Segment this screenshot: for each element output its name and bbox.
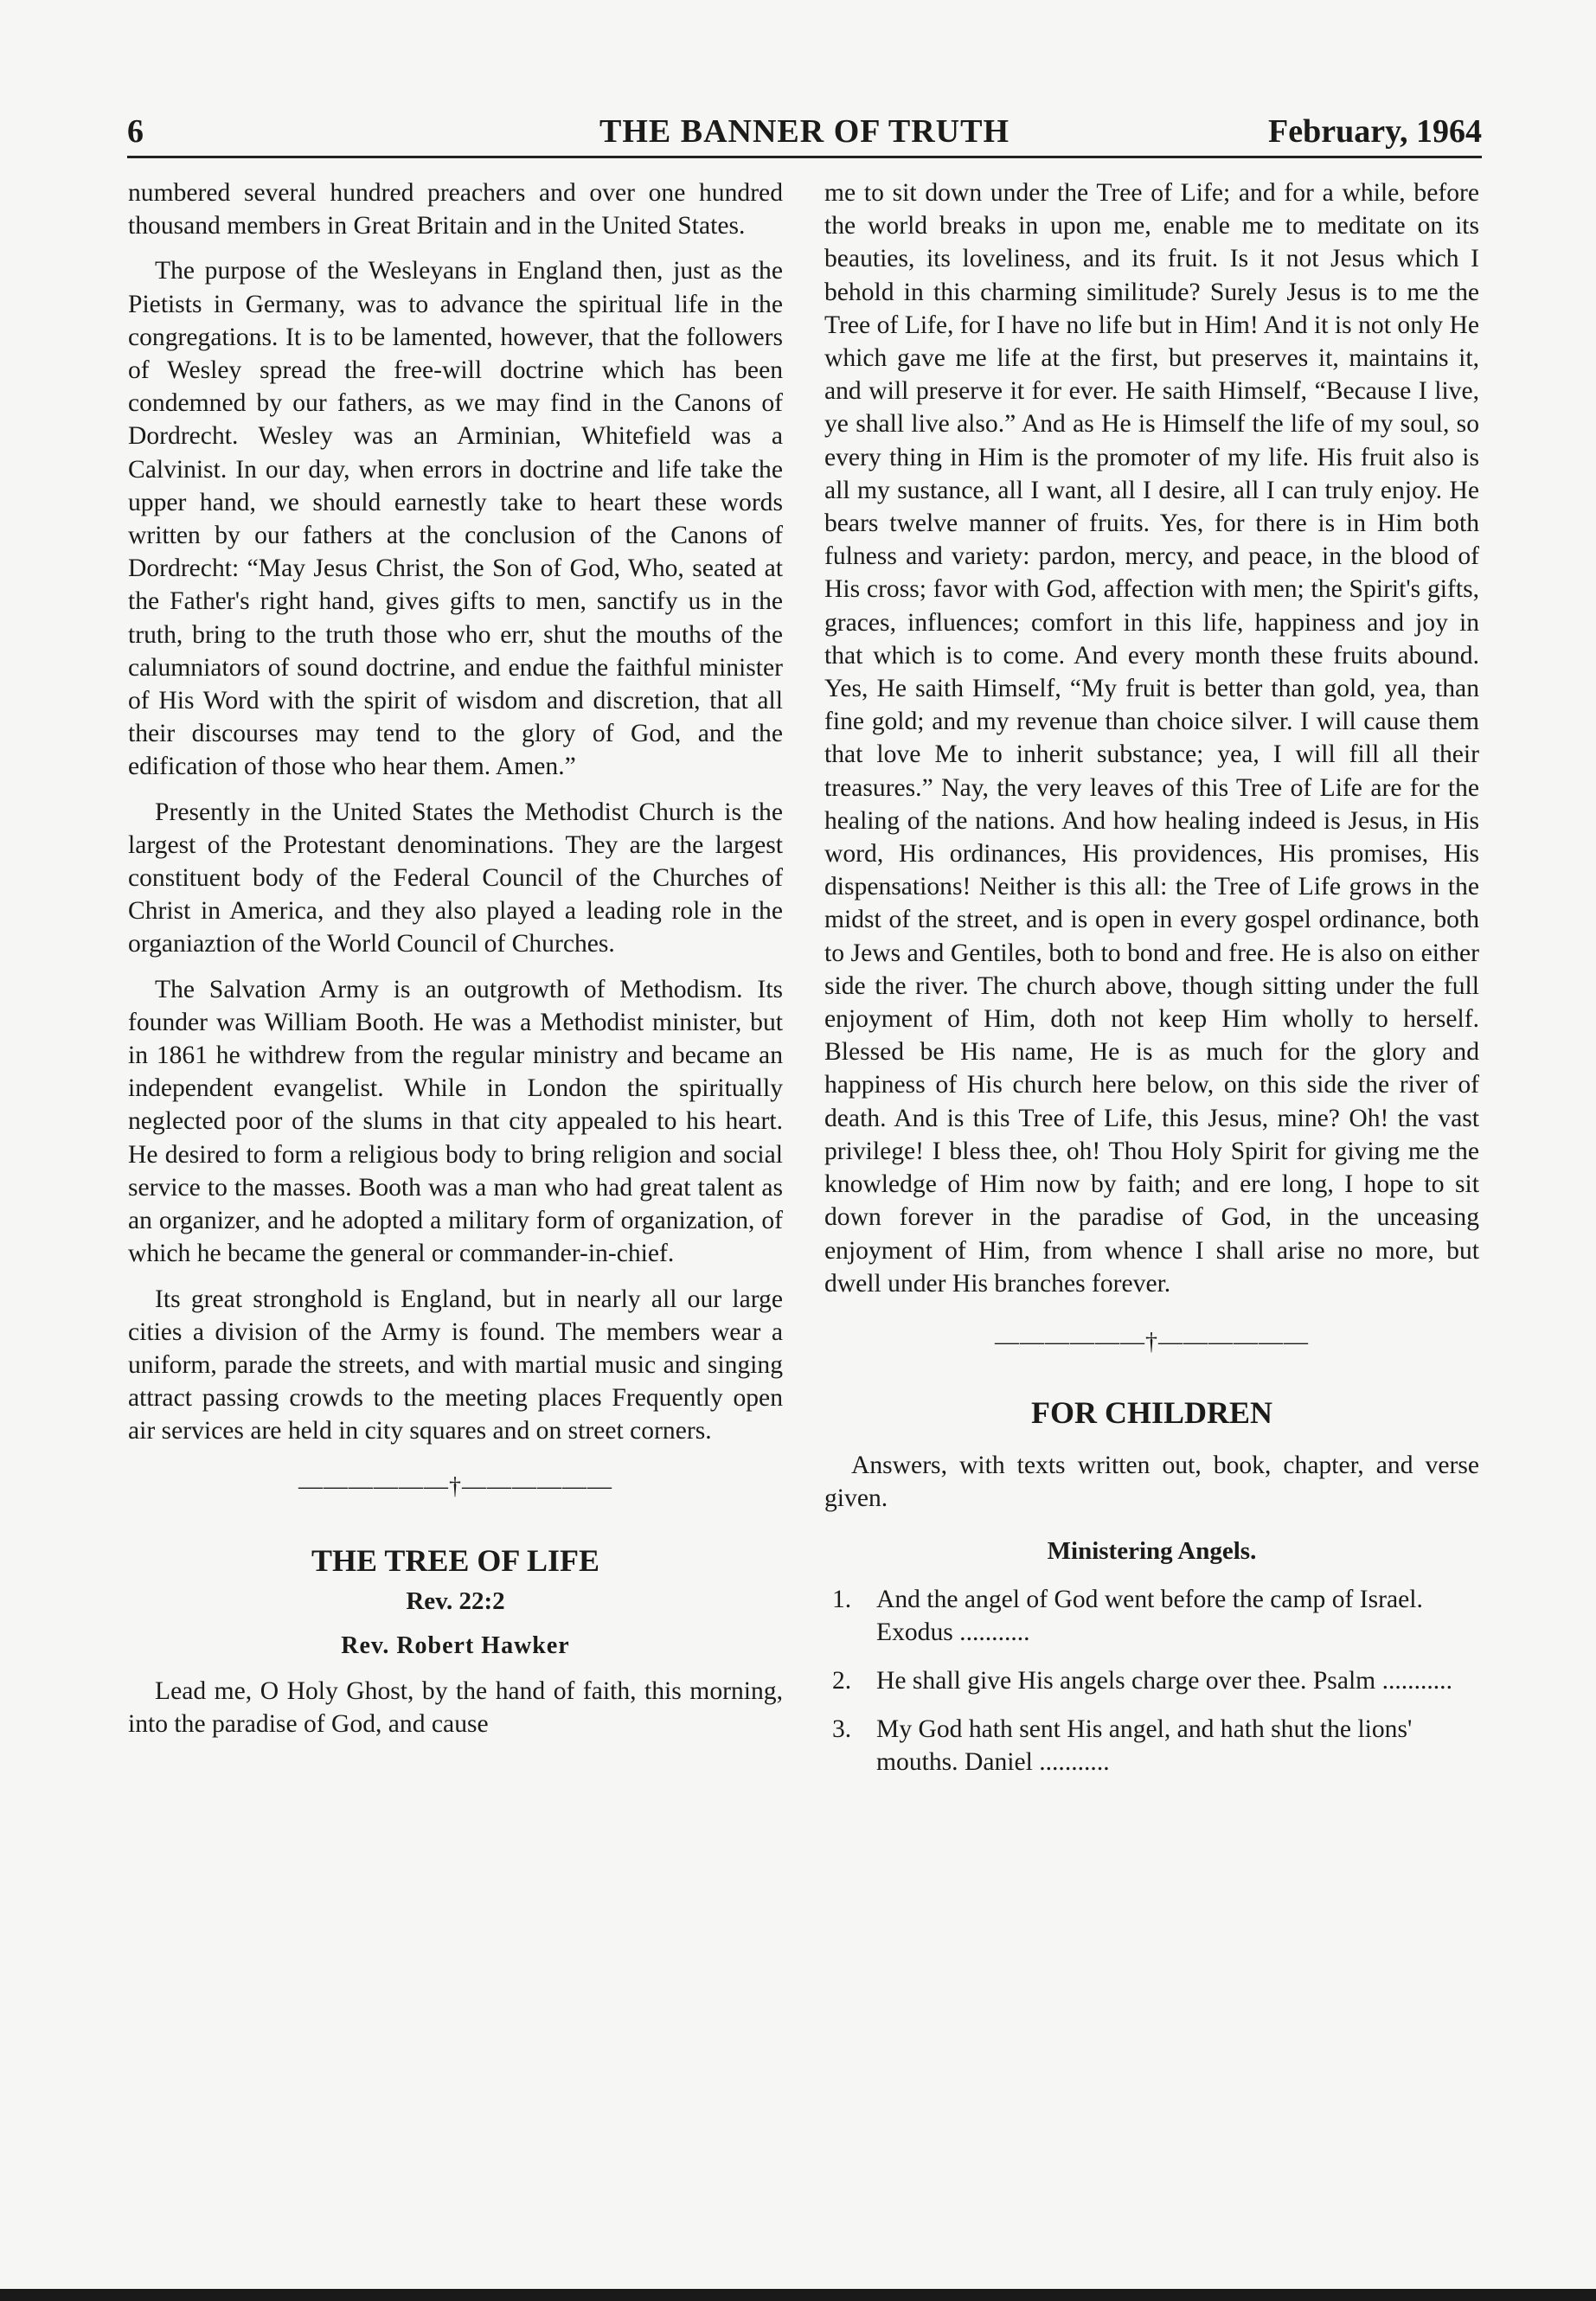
list-item [824, 1664, 1479, 1697]
section-divider: ——————†—————— [995, 1328, 1309, 1356]
section-divider: ——————†—————— [298, 1472, 612, 1500]
question-text: My God hath sent His angel, and hath shut the lions' mouths. Daniel ........... [876, 1715, 1413, 1777]
list-item [824, 1713, 1479, 1779]
question-number: 1. [832, 1585, 852, 1613]
paragraph: The purpose of the Wesleyans in England then, just as the Pietists in Germany, was to advance the spiritual life in the congregations. It is to be lamented, however, that the followers of Wesley spread the free-will doctrine which has been condemned by our fathers, as we may find in the Canons of Dordrecht. Wesley was an Arminian, Whitefield was a Calvinist. In our day, when errors in doctrine and life take the upper hand, we should earnestly take to heart these words written by our fathers at the conclusion of the Canons of Dordrecht: “May Jesus Christ, the Son of God, Who, seated at the Father's right hand, gives gifts to men, sanctify us in the truth, bring to the truth those who err, shut the mouths of the calumniators of sound doctrine, and endue the faithful minister of His Word with the spirit of wisdom and discretion, that all their discourses may tend to the glory of God, and the edification of those who hear them. Amen.” [128, 257, 783, 781]
question-text: He shall give His angels charge over thee. Psalm ........... [876, 1666, 1452, 1695]
paragraph: me to sit down under the Tree of Life; and for a while, before the world breaks in upon me, enable me to meditate on its beauties, its loveliness, and its fruit. Is it not Jesus which I behold in this charming similitude? Surely Jesus is to me the Tree of Life, for I have no life but in Him! And it is not only He which gave me life at the first, but preserves it, maintains it, and will preserve it for ever. He saith Himself, “Because I live, ye shall live also.” And as He is Himself the life of my soul, so every thing in Him is the promoter of my life. His fruit also is all my sustance, all I want, all I desire, all I can truly enjoy. He bears twelve manner of fruits. Yes, for there is in Him both fulness and variety: pardon, mercy, and peace, in the blood of His cross; favor with God, affection with men; the Spirit's gifts, graces, influences; comfort in this life, happiness and joy in that which is to come. And every month these fruits abound. Yes, He saith Himself, “My fruit is better than gold, yea, than fine gold; and my revenue than choice silver. I will cause them that love Me to inherit substance; yea, I will fill all their treasures.” Nay, the very leaves of this Tree of Life are for the healing of the nations. And how healing indeed is Jesus, in His word, His ordinances, His providences, His promises, His dispensations! Neither is this all: the Tree of Life grows in the midst of the street, and is open in every gospel ordinance, both to Jews and Gentiles, both to bond and free. He is also on either side the river. The church above, though sitting under the full enjoyment of Him, doth not keep Him wholly to herself. Blessed be His name, He is as much for the glory and happiness of His church here below, on this side the river of death. And is this Tree of Life, this Jesus, mine? Oh! the vast privilege! I bless thee, oh! Thou Holy Spirit for giving me the knowledge of Him now by faith; and ere long, I hope to sit down forever in the paradise of God, in the unceasing enjoyment of Him, from whence I shall arise no more, but dwell under His branches forever. [824, 179, 1479, 1298]
issue-date: February, 1964 [1268, 113, 1482, 150]
question-number: 3. [832, 1715, 852, 1744]
article-author: Rev. Robert Hawker [341, 1631, 570, 1659]
right-column [824, 176, 1479, 1779]
page-header [127, 104, 1482, 158]
article-title: THE TREE OF LIFE [311, 1542, 600, 1578]
publication-title: THE BANNER OF TRUTH [599, 113, 1010, 150]
quiz-topic: Ministering Angels. [1047, 1536, 1257, 1565]
question-number: 2. [832, 1666, 852, 1695]
question-list [824, 1583, 1479, 1779]
left-column [128, 176, 783, 1740]
paragraph: Its great stronghold is England, but in nearly all our large cities a division of the Army is found. The members wear a uniform, parade the streets, and with martial music and singing attract passing crowds to the meeting places Frequently open air services are held in city squares and on street corners. [128, 1285, 783, 1445]
section-title: FOR CHILDREN [1030, 1395, 1273, 1431]
paragraph: numbered several hundred preachers and over one hundred thousand members in Great Britain and in the United States. [128, 179, 783, 240]
paragraph: Lead me, O Holy Ghost, by the hand of faith, this morning, into the paradise of God, and cause [128, 1676, 783, 1738]
instructions: Answers, with texts written out, book, chapter, and verse given. [824, 1452, 1479, 1513]
page-number: 6 [127, 113, 144, 150]
paragraph: The Salvation Army is an outgrowth of Methodism. Its founder was William Booth. He was a Methodist minister, but in 1861 he withdrew from the regular ministry and became an independent evangelist. While in London the spiritually neglected poor of the slums in that city appealed to his heart. He desired to form a religious body to bring religion and social service to the masses. Booth was a man who had great talent as an organizer, and he adopted a military form of organization, of which he became the general or commander-in-chief. [128, 975, 783, 1268]
scan-edge [0, 2289, 1596, 2301]
question-text: And the angel of God went before the camp of Israel. Exodus ........... [876, 1585, 1423, 1646]
list-item [824, 1583, 1479, 1649]
paragraph: Presently in the United States the Methodist Church is the largest of the Protestant denominations. They are the largest constituent body of the Federal Council of the Churches of Christ in America, and they also played a leading role in the organiaztion of the World Council of Churches. [128, 798, 783, 958]
scripture-reference: Rev. 22:2 [406, 1586, 505, 1615]
